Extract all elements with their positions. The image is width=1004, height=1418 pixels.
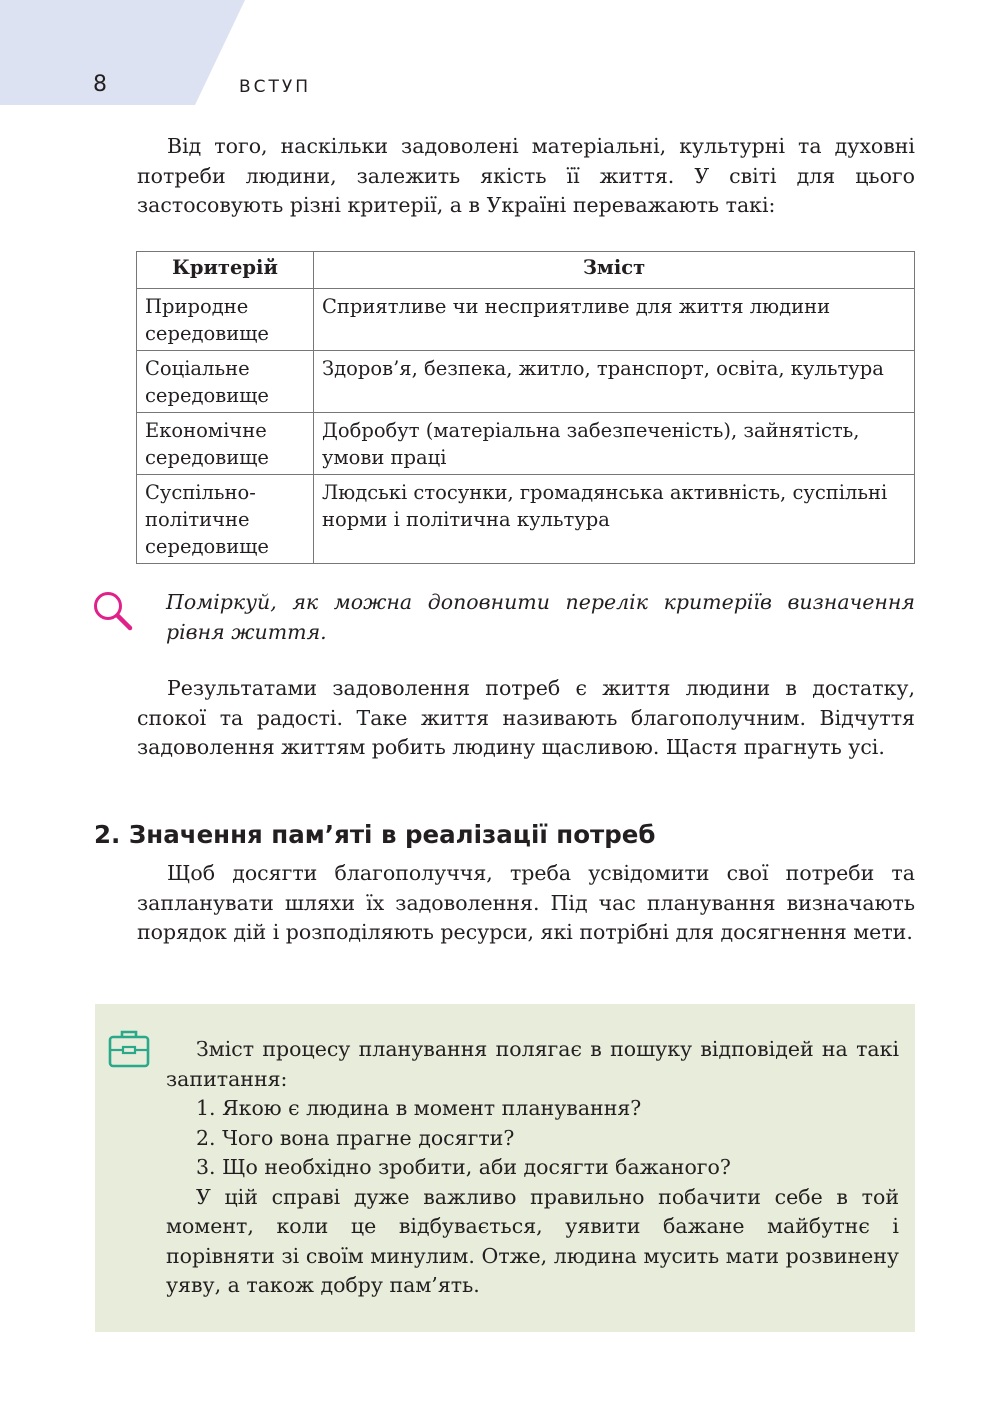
info-box-text (166, 1035, 899, 1301)
table-cell-content: Сприятливе чи несприятливе для життя людини (314, 289, 915, 351)
info-box-intro: Зміст процесу планування полягає в пошуку відповідей на такі запитання: (166, 1037, 899, 1091)
table-cell-criterion: Соціальне середовище (137, 351, 314, 413)
table-cell-criterion: Суспільно-політичне середовище (137, 475, 314, 564)
think-prompt-text: Поміркуй, як можна доповнити перелік критеріїв визначення рівня життя. (166, 590, 915, 644)
briefcase-icon (108, 1028, 150, 1068)
info-box-question: 3. Що необхідно зробити, аби досягти бажаного? (196, 1155, 731, 1179)
table-cell-content: Людські стосунки, громадянська активність, суспільні норми і політична культура (314, 475, 915, 564)
table-row (137, 475, 915, 564)
table-cell-criterion: Природне середовище (137, 289, 314, 351)
info-box-question: 2. Чого вона прагне досягти? (196, 1125, 515, 1150)
page-number: 8 (93, 72, 107, 97)
table-header-row (137, 252, 915, 289)
table-cell-content: Добробут (матеріальна забезпеченість), зайнятість, умови праці (314, 413, 915, 475)
planning-paragraph: Щоб досягти благополуччя, треба усвідомити свої потреби та запланувати шляхи їх задоволення. Під час планування визначають порядок дій і розподіляють ресурси, які потрібні для досягнення мети. (137, 861, 915, 944)
header-tab-shape (0, 0, 250, 105)
table-row (137, 413, 915, 475)
table-row (137, 289, 915, 351)
table-cell-criterion: Економічне середовище (137, 413, 314, 475)
magnifier-icon (92, 590, 134, 632)
info-box-conclusion: У цій справі дуже важливо правильно побачити себе в той момент, коли це відбувається, уявити бажане майбутнє і порівняти зі своїм минулим. Отже, людина мусить мати розвинену уяву, а також добру пам’ять. (166, 1184, 899, 1297)
table-header-content: Зміст (314, 252, 915, 289)
table-header-criterion: Критерій (137, 252, 314, 289)
info-box-question: 1. Якою є людина в момент планування? (196, 1096, 642, 1120)
intro-paragraph: Від того, наскільки задоволені матеріальні, культурні та духовні потреби людини, залежить якість її життя. У світі для цього застосовують різні критерії, а в Україні переважають такі: (137, 134, 915, 217)
criteria-table (136, 251, 915, 564)
table-cell-content: Здоров’я, безпека, житло, транспорт, освіта, культура (314, 351, 915, 413)
section-heading: 2. Значення пам’яті в реалізації потреб (94, 820, 656, 849)
wellbeing-paragraph: Результатами задоволення потреб є життя людини в достатку, спокої та радості. Таке життя називають благополучним. Відчуття задоволення життям робить людину щасливою. Щастя прагнуть усі. (137, 676, 915, 759)
table-row (137, 351, 915, 413)
section-label: ВСТУП (239, 77, 312, 97)
